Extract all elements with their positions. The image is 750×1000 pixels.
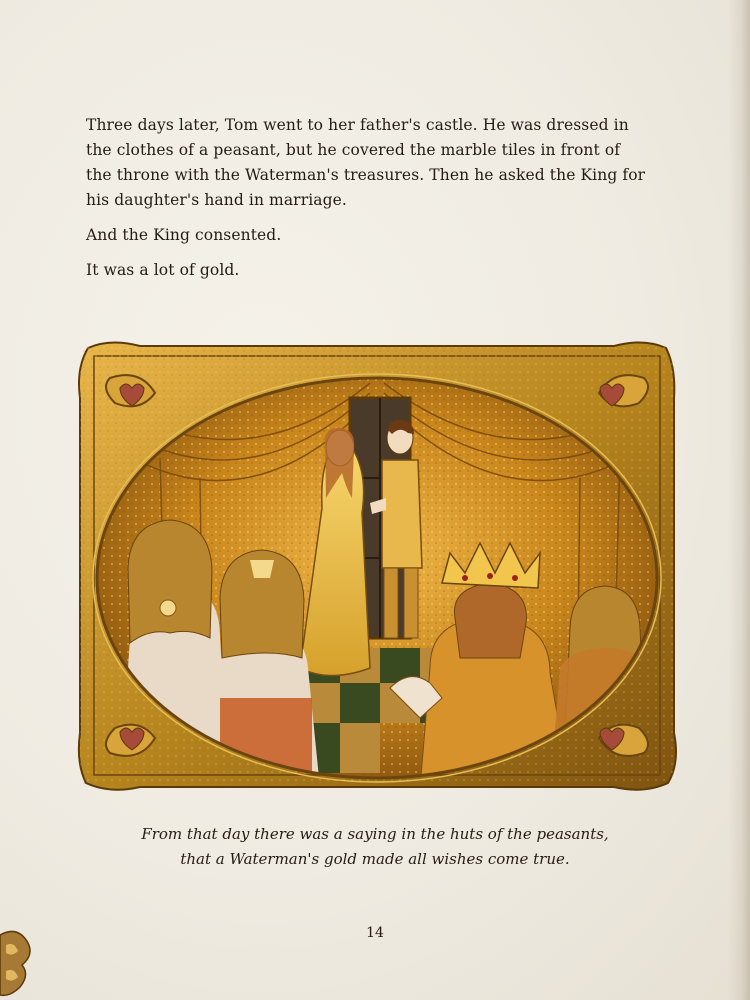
page-edge-shadow (728, 0, 750, 1000)
story-paragraph-2: And the King consented. (86, 226, 282, 244)
royal-wedding-scene-icon (70, 338, 684, 793)
illustration-caption (100, 822, 650, 872)
story-paragraph-3: It was a lot of gold. (86, 261, 240, 279)
page-number: 14 (366, 925, 384, 941)
story-illustration (70, 338, 684, 793)
story-text (86, 113, 646, 293)
corner-ornament-icon[interactable] (0, 925, 40, 1000)
story-paragraph-1: Three days later, Tom went to her father's castle. He was dressed in the clothes of a peasant, but he covered the marble tiles in front of the throne with the Waterman's treasures. Then he asked the King for his daughter's hand in marriage. (86, 116, 646, 209)
caption-line-2: that a Waterman's gold made all wishes come true. (180, 850, 570, 868)
caption-line-1: From that day there was a saying in the huts of the peasants, (141, 825, 609, 843)
